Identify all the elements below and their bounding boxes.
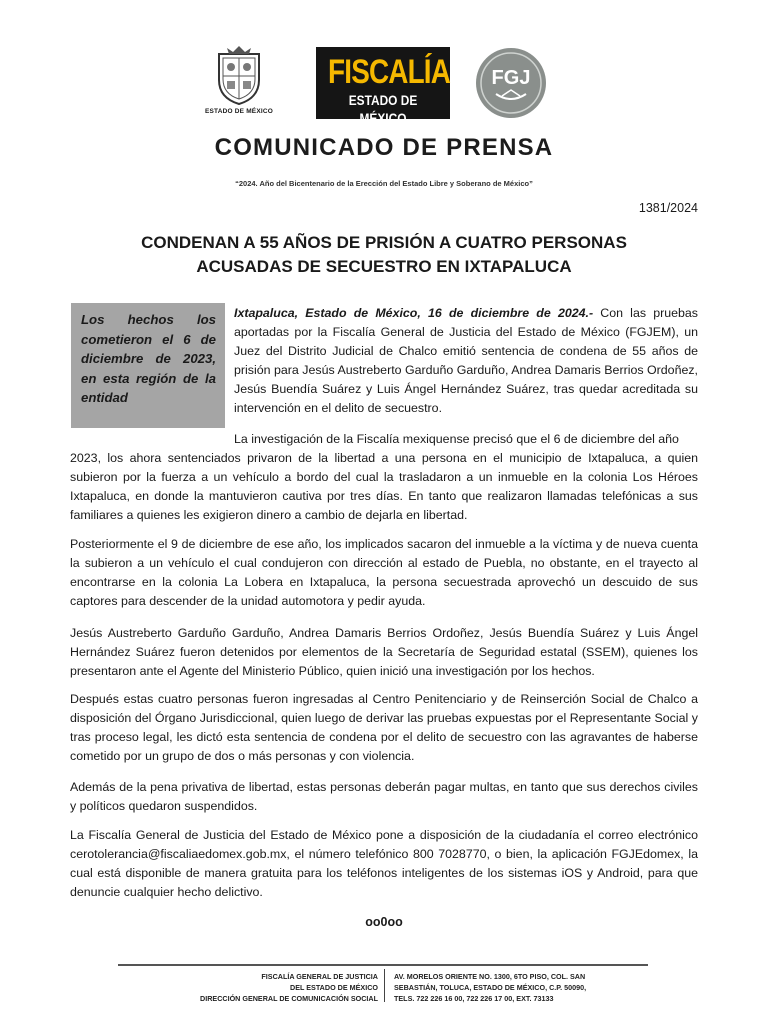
paragraph-6: Además de la pena privativa de libertad, estas personas deberán pagar multas, en tanto que sus derechos civiles y políticos quedaron suspendidos.: [70, 780, 698, 813]
footer-institution: [120, 971, 378, 1004]
lead-text: Con las pruebas aportadas por la Fiscalía General de Justicia del Estado de México (FGJEM), un Juez del Distrito Judicial de Chalco emitió sentencia de condena de 55 años de prisión para Jesús Austreberto Garduño Garduño, Andrea Damaris Berrios Ordoñez, Jesús Buendía Suárez y Luis Ángel Hernández Suárez, tras quedar acreditada su intervención en el delito de secuestro.: [234, 306, 698, 415]
dateline: Ixtapaluca, Estado de México, 16 de diciembre de 2024.-: [234, 306, 594, 320]
lead-paragraph: [234, 304, 698, 418]
fgj-logo: [474, 46, 548, 125]
release-number: 1381/2024: [638, 201, 698, 215]
state-label: ESTADO DE MÉXICO: [204, 108, 274, 115]
paragraph-4: Jesús Austreberto Garduño Garduño, Andrea Damaris Berrios Ordoñez, Jesús Buendía Suárez y Luis Ángel Hernández Suárez fueron detenidos por elementos de la Secretaría de Seguridad estatal (SSEM), quienes los presentaron ante el Agente del Ministerio Público, quien inició una investigación por los hechos.: [70, 626, 698, 678]
footer-line-3: DIRECCIÓN GENERAL DE COMUNICACIÓN SOCIAL: [200, 994, 378, 1003]
footer-separator: [384, 969, 385, 1002]
coat-of-arms-icon: [213, 44, 265, 106]
fgj-seal-text: FGJ: [491, 67, 531, 89]
closing-mark: oo0oo: [365, 915, 403, 929]
fgj-seal-icon: [474, 46, 548, 120]
logo-row: [0, 44, 768, 126]
footer-line-1: FISCALÍA GENERAL DE JUSTICIA: [261, 972, 378, 981]
fiscalia-logo-subtitle: ESTADO DE MÉXICO: [348, 92, 418, 126]
paragraph-2-first-line: La investigación de la Fiscalía mexiquense precisó que el 6 de diciembre del año: [234, 432, 679, 446]
paragraph-3: Posteriormente el 9 de diciembre de ese año, los implicados sacaron del inmueble a la víctima y de nueva cuenta la subieron a un vehículo el cual condujeron con dirección al estado de Puebla, no obstante, en el trayecto al encontrarse en la colonia La Lobera en Ixtapaluca, la persona secuestrada aprovechó un descuido de sus captores para descender de la unidad automotora y pedir ayuda.: [70, 537, 698, 608]
fiscalia-logo-word: FISCALÍA: [328, 53, 451, 91]
footer-address-line-3: TELS. 722 226 16 00, 722 226 17 00, EXT. 73133: [394, 994, 554, 1003]
footer-address-line-2: SEBASTIÁN, TOLUCA, ESTADO DE MÉXICO, C.P. 50090,: [394, 983, 587, 992]
footer-address: [394, 971, 654, 1004]
headline-line-1: CONDENAN A 55 AÑOS DE PRISIÓN A CUATRO PERSONAS: [141, 233, 627, 252]
footer-address-line-1: AV. MORELOS ORIENTE NO. 1300, 6TO PISO, COL. SAN: [394, 972, 586, 981]
headline-line-2: ACUSADAS DE SECUESTRO EN IXTAPALUCA: [196, 257, 572, 276]
press-release-title: COMUNICADO DE PRENSA: [214, 134, 554, 161]
year-motto: “2024. Año del Bicentenario de la Erección del Estado Libre y Soberano de México”: [235, 179, 533, 188]
fiscalia-logo: [316, 47, 451, 126]
headline: [0, 231, 768, 279]
paragraph-2: 2023, los ahora sentenciados privaron de la libertad a una persona en el municipio de Ixtapaluca, a quien subieron por la fuerza a un vehículo a bordo del cual la trasladaron a un inmueble en la colonia Los Héroes Ixtapaluca, en donde la mantuvieron cautiva por tres días. En tanto que realizaron llamadas telefónicas a sus familiares a quienes les exigieron dinero a cambio de dejarla en libertad.: [70, 451, 698, 522]
paragraph-5: Después estas cuatro personas fueron ingresadas al Centro Penitenciario y de Reinserción Social de Chalco a disposición del Órgano Jurisdiccional, quien luego de derivar las pruebas expuestas por el Representante Social y tras proceso legal, les dictó esta sentencia de condena por el delito de secuestro con las agravantes de haberse cometido por un grupo de dos o más personas y con violencia.: [70, 692, 698, 763]
footer-line-2: DEL ESTADO DE MÉXICO: [290, 983, 378, 992]
footer-divider: [118, 964, 648, 966]
paragraph-7: La Fiscalía General de Justicia del Estado de México pone a disposición de la ciudadanía el correo electrónico cerotolerancia@fiscaliaedomex.gob.mx, el número telefónico 800 7028770, o bien, la aplicación FGJEdomex, la cual está disponible de manera gratuita para los teléfonos inteligentes de los sistemas iOS y Android, para que denuncie cualquier hecho delictivo.: [70, 828, 698, 899]
highlight-box: Los hechos los cometieron el 6 de diciembre de 2023, en esta región de la entidad: [71, 303, 225, 428]
estado-de-mexico-logo: [204, 44, 274, 115]
